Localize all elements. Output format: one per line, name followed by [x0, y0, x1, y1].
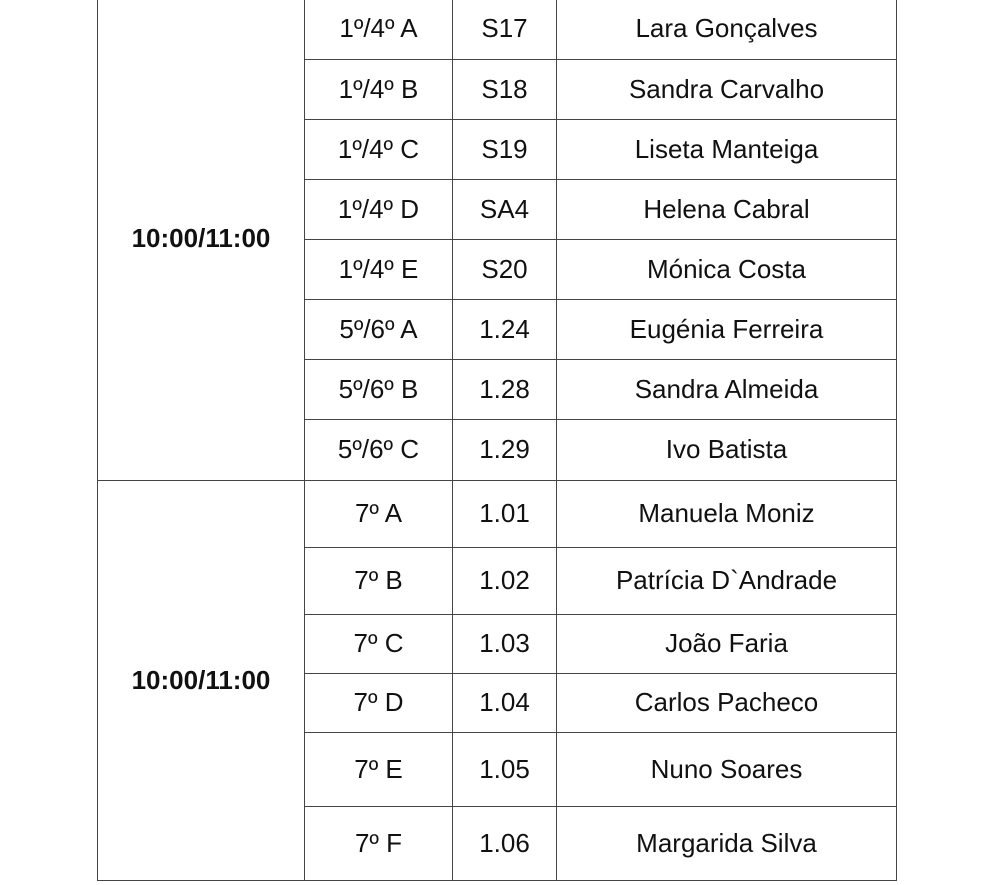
room-cell: SA4	[453, 179, 557, 239]
class-cell: 1º/4º E	[305, 239, 453, 299]
teacher-cell: Sandra Almeida	[557, 359, 897, 419]
class-cell: 1º/4º C	[305, 119, 453, 179]
class-cell: 7º D	[305, 673, 453, 732]
room-cell: 1.28	[453, 359, 557, 419]
time-slot-cell: 10:00/11:00	[98, 0, 305, 480]
teacher-cell: Margarida Silva	[557, 806, 897, 880]
class-cell: 1º/4º A	[305, 0, 453, 59]
room-cell: S17	[453, 0, 557, 59]
teacher-cell: Patrícia D`Andrade	[557, 547, 897, 614]
class-cell: 5º/6º C	[305, 419, 453, 480]
teacher-cell: Manuela Moniz	[557, 480, 897, 547]
table-row	[98, 0, 897, 59]
class-cell: 7º B	[305, 547, 453, 614]
room-cell: 1.01	[453, 480, 557, 547]
teacher-cell: Mónica Costa	[557, 239, 897, 299]
room-cell: 1.06	[453, 806, 557, 880]
class-cell: 1º/4º D	[305, 179, 453, 239]
room-cell: 1.05	[453, 732, 557, 806]
table-row	[98, 480, 897, 547]
teacher-cell: Carlos Pacheco	[557, 673, 897, 732]
teacher-cell: Ivo Batista	[557, 419, 897, 480]
room-cell: 1.04	[453, 673, 557, 732]
room-cell: 1.24	[453, 299, 557, 359]
room-cell: 1.03	[453, 614, 557, 673]
teacher-cell: Lara Gonçalves	[557, 0, 897, 59]
room-cell: S20	[453, 239, 557, 299]
teacher-cell: João Faria	[557, 614, 897, 673]
class-cell: 7º C	[305, 614, 453, 673]
room-cell: S18	[453, 59, 557, 119]
class-cell: 1º/4º B	[305, 59, 453, 119]
teacher-cell: Eugénia Ferreira	[557, 299, 897, 359]
room-cell: 1.02	[453, 547, 557, 614]
class-cell: 5º/6º B	[305, 359, 453, 419]
room-cell: S19	[453, 119, 557, 179]
class-cell: 5º/6º A	[305, 299, 453, 359]
teacher-cell: Nuno Soares	[557, 732, 897, 806]
teacher-cell: Helena Cabral	[557, 179, 897, 239]
room-cell: 1.29	[453, 419, 557, 480]
class-cell: 7º F	[305, 806, 453, 880]
teacher-cell: Liseta Manteiga	[557, 119, 897, 179]
teacher-cell: Sandra Carvalho	[557, 59, 897, 119]
class-cell: 7º A	[305, 480, 453, 547]
schedule-table	[97, 0, 897, 881]
class-cell: 7º E	[305, 732, 453, 806]
time-slot-cell: 10:00/11:00	[98, 480, 305, 880]
